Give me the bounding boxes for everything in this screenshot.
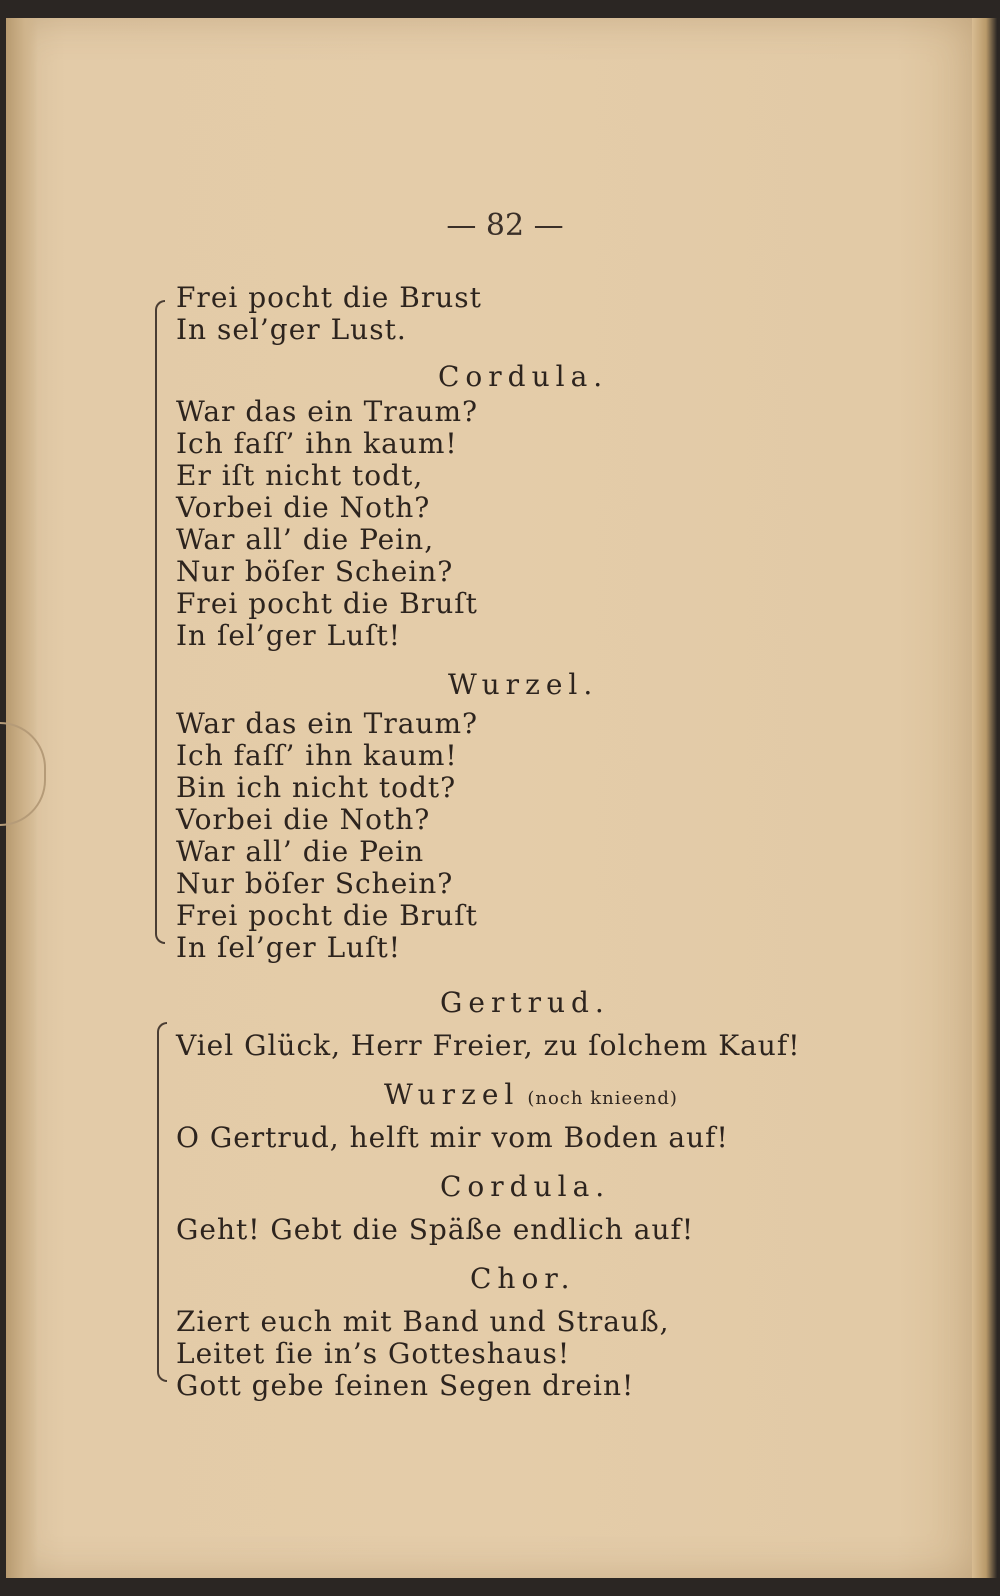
speaker-name — [440, 986, 610, 1019]
verse-text: Geht! Gebt die Späße endlich auf! — [176, 1213, 695, 1246]
verse-line — [176, 1122, 729, 1154]
verse-text: Gott gebe ſeinen Segen drein! — [176, 1369, 635, 1402]
speaker-text: Chor. — [470, 1262, 576, 1295]
speaker-text: Wurzel. — [448, 668, 599, 701]
verse-text: War all’ die Pein, — [176, 523, 435, 556]
verse-line — [176, 588, 478, 620]
speaker-text: Gertrud. — [440, 986, 610, 1019]
speaker-text: Wurzel — [384, 1078, 520, 1111]
verse-line — [176, 772, 456, 804]
speaker-text: Cordula. — [438, 360, 609, 393]
verse-line — [176, 524, 434, 556]
verse-line — [176, 1370, 634, 1402]
page-number: — 82 — — [446, 208, 564, 243]
verse-text: O Gertrud, helft mir vom Boden auf! — [176, 1121, 729, 1154]
brace-left-top — [155, 300, 165, 944]
speaker-name — [440, 1170, 610, 1203]
verse-line — [176, 428, 458, 460]
stage-direction: (noch knieend) — [527, 1088, 678, 1109]
verse-line — [176, 396, 478, 428]
verse-line — [176, 804, 430, 836]
verse-text: Frei pocht die Bruſt — [176, 587, 478, 620]
verse-line — [176, 740, 458, 772]
verse-text: War all’ die Pein — [176, 835, 425, 868]
verse-text: Frei pocht die Bruſt — [176, 899, 478, 932]
verse-text: In ſel’ger Luſt! — [176, 931, 402, 964]
brace-left-bottom — [157, 1022, 167, 1382]
verse-text: In ſel’ger Luſt! — [176, 619, 402, 652]
verse-line — [176, 1214, 694, 1246]
verse-line — [176, 868, 453, 900]
verse-text: Ich faſſ’ ihn kaum! — [176, 739, 458, 772]
verse-line — [176, 620, 401, 652]
verse-text: Nur böſer Schein? — [176, 867, 454, 900]
verse-text: Bin ich nicht todt? — [176, 771, 457, 804]
verse-line — [176, 460, 423, 492]
verse-text: Vorbei die Noth? — [176, 803, 431, 836]
verse-text: Ziert euch mit Band und Strauß, — [176, 1305, 670, 1338]
verse-line — [176, 1306, 670, 1338]
verse-text: Er iſt nicht todt, — [176, 459, 424, 492]
page-edge — [972, 18, 1000, 1578]
speaker-name — [470, 1262, 576, 1295]
verse-line — [176, 1030, 800, 1062]
verse-text: War das ein Traum? — [176, 707, 479, 740]
verse-text: In sel’ger Lust. — [176, 313, 407, 346]
speaker-name — [448, 668, 598, 701]
verse-text: Viel Glück, Herr Freier, zu ſolchem Kauf! — [176, 1029, 801, 1062]
verse-text: War das ein Traum? — [176, 395, 479, 428]
speaker-name — [438, 360, 608, 393]
verse-text: Nur böſer Schein? — [176, 555, 454, 588]
verse-line — [176, 932, 401, 964]
verse-line — [176, 556, 453, 588]
verse-text: Vorbei die Noth? — [176, 491, 431, 524]
verse-line — [176, 708, 478, 740]
verse-line — [176, 836, 424, 868]
verse-line — [176, 492, 430, 524]
verse-text: Frei pocht die Brust — [176, 281, 482, 314]
speaker-name — [384, 1078, 678, 1111]
verse-text: Leitet ſie in’s Gotteshaus! — [176, 1337, 571, 1370]
verse-line — [176, 282, 482, 314]
verse-text: Ich faſſ’ ihn kaum! — [176, 427, 458, 460]
verse-line — [176, 900, 478, 932]
verse-line — [176, 1338, 570, 1370]
verse-line — [176, 314, 407, 346]
speaker-text: Cordula. — [440, 1170, 611, 1203]
